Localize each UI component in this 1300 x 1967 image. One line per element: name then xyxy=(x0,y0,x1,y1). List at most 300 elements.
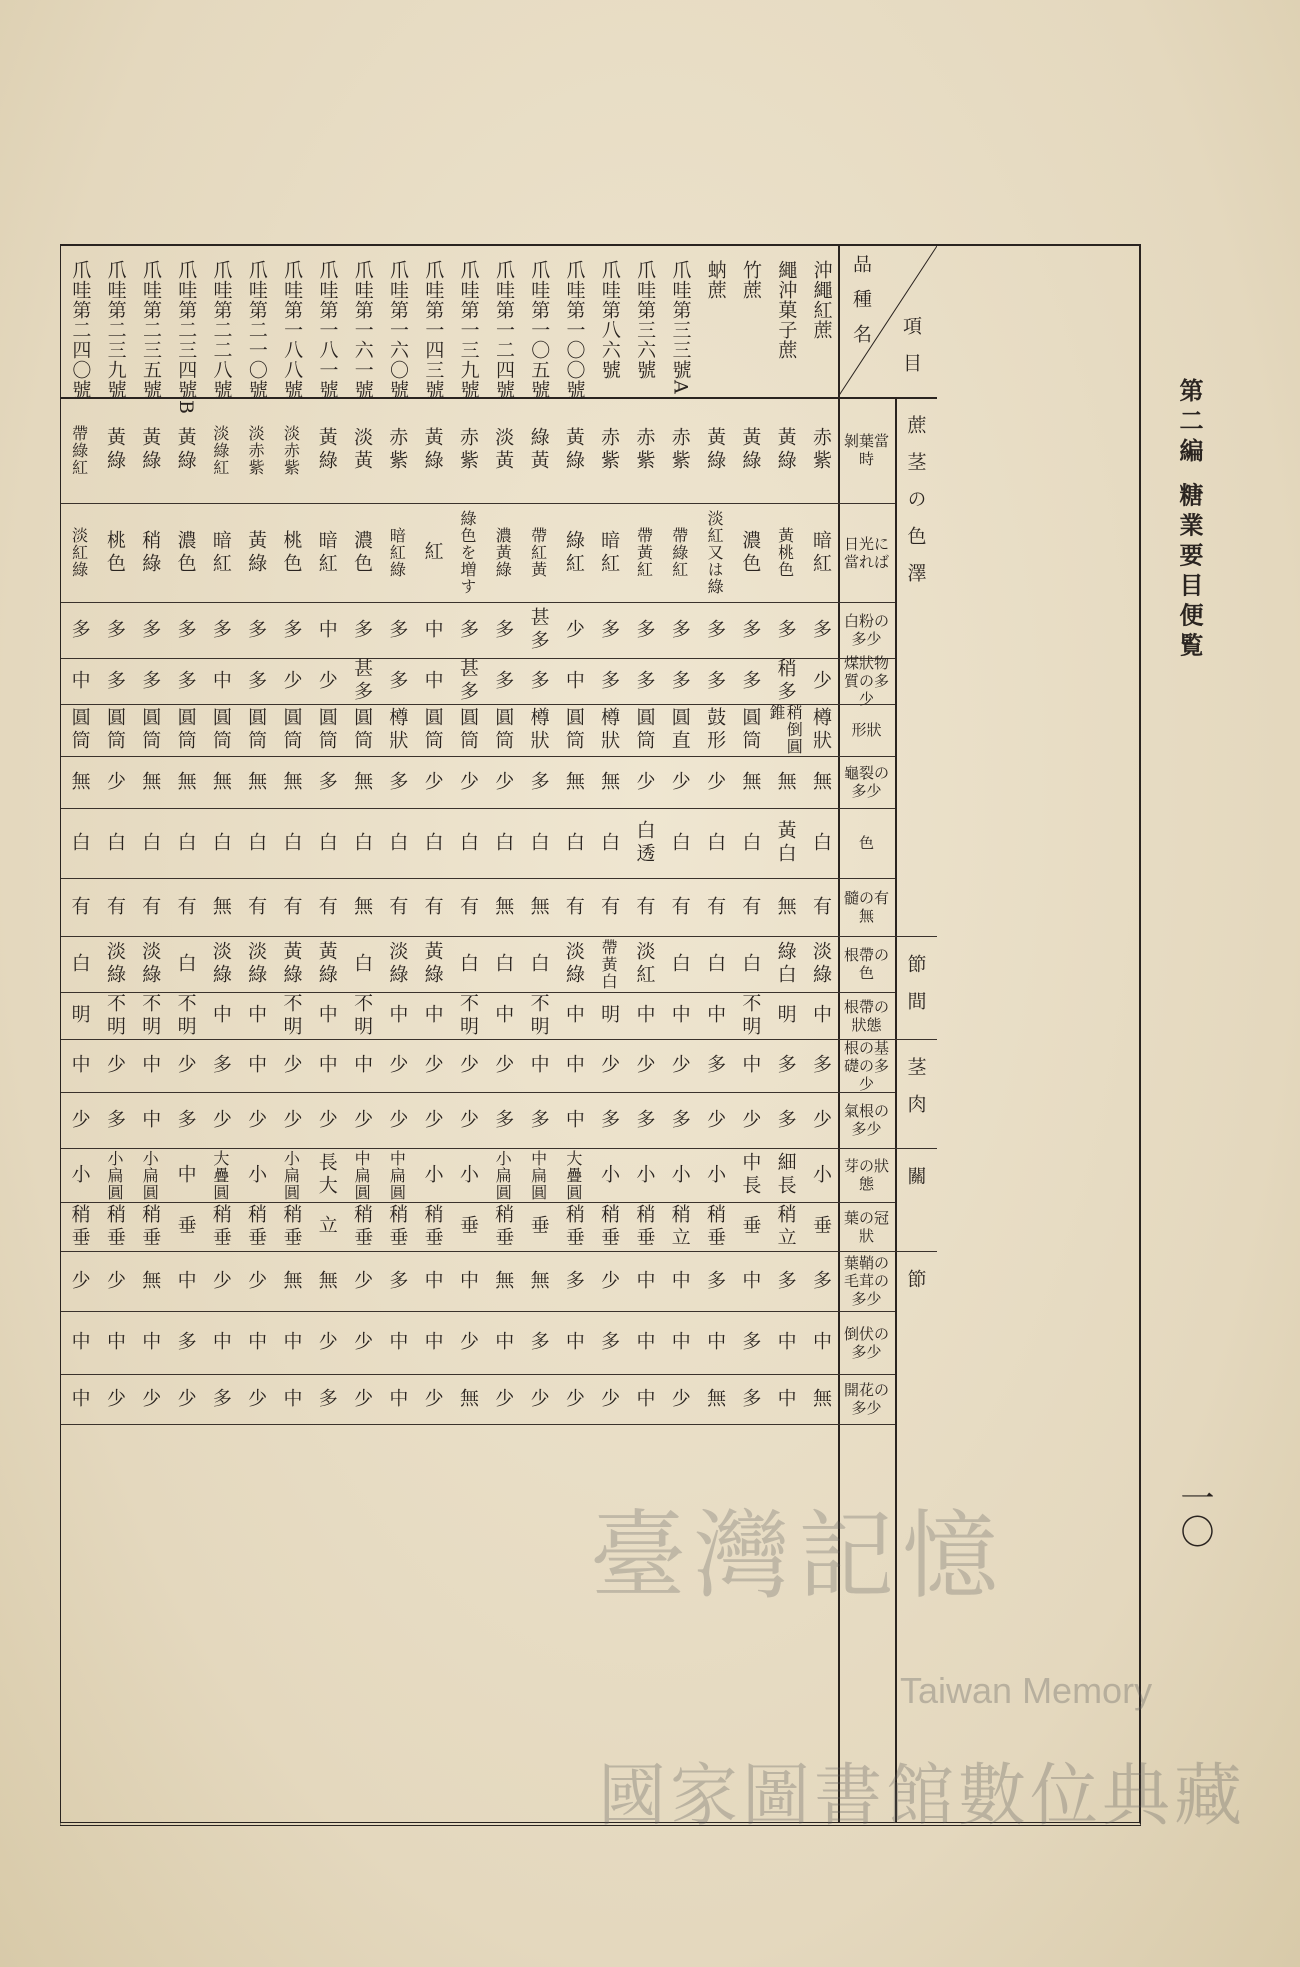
cell-value: 稍垂 xyxy=(421,1203,444,1250)
table-cell xyxy=(520,1311,555,1374)
table-cell xyxy=(803,1148,838,1202)
cell-value: 帶綠紅 xyxy=(669,527,689,578)
cell-value: 白 xyxy=(174,831,197,855)
cell-value: 白 xyxy=(456,831,479,855)
cell-value: 綠白 xyxy=(774,941,797,987)
table-cell xyxy=(520,1092,555,1148)
cell-value: 圓筒 xyxy=(139,707,162,753)
table-cell xyxy=(767,658,802,704)
cell-value: 中 xyxy=(421,1331,444,1354)
attribute-header xyxy=(838,1374,895,1424)
table-cell xyxy=(273,1374,308,1424)
table-cell xyxy=(767,1374,802,1424)
category-label: 節 xyxy=(904,1269,927,1306)
cell-value: 多 xyxy=(809,1269,832,1293)
cell-value: 多 xyxy=(739,1331,762,1354)
table-cell xyxy=(203,704,238,756)
variety-name: 爪哇第二三九號 xyxy=(104,260,127,400)
table-cell xyxy=(697,397,732,503)
table-cell xyxy=(520,1202,555,1251)
variety-name: 爪哇第一八八號 xyxy=(281,260,304,400)
cell-value: 少 xyxy=(456,1331,479,1354)
table-cell xyxy=(732,658,767,704)
table-cell xyxy=(97,878,132,936)
table-cell xyxy=(520,936,555,992)
table-cell xyxy=(662,878,697,936)
table-cell xyxy=(344,1148,379,1202)
cell-value: 白 xyxy=(245,831,268,855)
cell-value: 赤紫 xyxy=(386,427,409,473)
table-cell xyxy=(556,878,591,936)
cell-value: 白透 xyxy=(633,820,656,866)
cell-value: 明 xyxy=(598,1004,621,1027)
cell-value: 少 xyxy=(492,1054,515,1077)
table-cell xyxy=(97,1148,132,1202)
table-cell xyxy=(556,602,591,658)
table-cell xyxy=(203,808,238,878)
cell-value: 多 xyxy=(492,1108,515,1132)
cell-value: 中 xyxy=(668,1269,691,1293)
cell-value: 中 xyxy=(739,1054,762,1077)
attribute-label: 髓の有無 xyxy=(843,889,889,925)
variety-name: 爪哇第二三五號 xyxy=(139,260,162,400)
cell-value: 白 xyxy=(68,831,91,855)
table-cell xyxy=(344,992,379,1039)
table-cell xyxy=(450,992,485,1039)
cell-value: 少 xyxy=(315,1331,338,1354)
cell-value: 多 xyxy=(739,618,762,642)
table-cell xyxy=(61,1148,96,1202)
table-cell xyxy=(238,992,273,1039)
table-cell xyxy=(379,808,414,878)
table-cell xyxy=(803,1202,838,1251)
attribute-label: 根帶の色 xyxy=(843,946,889,982)
table-cell xyxy=(626,1039,661,1092)
cell-value: 暗紅 xyxy=(209,529,232,576)
table-cell xyxy=(450,756,485,808)
table-cell xyxy=(203,1202,238,1251)
cell-value: 中 xyxy=(774,1331,797,1354)
table-cell xyxy=(803,1311,838,1374)
table-cell xyxy=(309,658,344,704)
cell-value: 中 xyxy=(456,1269,479,1293)
table-cell xyxy=(344,1039,379,1092)
cell-value: 中 xyxy=(351,1054,374,1077)
cell-value: 圓筒 xyxy=(209,707,232,753)
cell-value: 中 xyxy=(704,1004,727,1027)
cell-value: 圓筒 xyxy=(492,707,515,753)
cell-value: 少 xyxy=(103,770,126,794)
cell-value: 淡黃 xyxy=(351,427,374,473)
table-cell xyxy=(732,878,767,936)
cell-value: 多 xyxy=(245,669,268,693)
category-label: 節間 xyxy=(904,954,927,1028)
table-cell xyxy=(626,878,661,936)
cell-value: 多 xyxy=(527,669,550,693)
cell-value: 少 xyxy=(139,1387,162,1411)
table-cell xyxy=(344,602,379,658)
table-cell xyxy=(732,808,767,878)
cell-value: 無 xyxy=(492,1269,515,1293)
cell-value: 垂 xyxy=(527,1215,550,1238)
cell-value: 小扁圓 xyxy=(104,1149,124,1201)
cell-value: 中 xyxy=(809,1004,832,1027)
cell-value: 中 xyxy=(386,1331,409,1354)
cell-value: 無 xyxy=(774,770,797,794)
attribute-header xyxy=(838,1148,895,1202)
cell-value: 多 xyxy=(704,669,727,693)
table-cell xyxy=(697,1148,732,1202)
attribute-label: 芽の狀態 xyxy=(843,1157,889,1193)
cell-value: 中 xyxy=(209,1331,232,1354)
cell-value: 白 xyxy=(68,952,91,976)
table-cell xyxy=(309,992,344,1039)
cell-value: 少 xyxy=(668,1054,691,1077)
cell-value: 黃綠 xyxy=(139,427,162,473)
table-cell xyxy=(591,1148,626,1202)
cell-value: 多 xyxy=(209,1054,232,1077)
cell-value: 多 xyxy=(774,1269,797,1293)
table-cell xyxy=(591,397,626,503)
cell-value: 小 xyxy=(68,1163,91,1187)
table-cell xyxy=(767,878,802,936)
table-cell xyxy=(97,503,132,602)
cell-value: 濃色 xyxy=(739,529,762,576)
table-cell xyxy=(414,397,449,503)
table-cell xyxy=(556,704,591,756)
cell-value: 多 xyxy=(739,669,762,693)
table-cell xyxy=(556,1374,591,1424)
table-cell xyxy=(273,1311,308,1374)
cell-value: 中 xyxy=(421,1269,444,1293)
table-cell xyxy=(450,1311,485,1374)
cell-value: 稍立 xyxy=(668,1203,691,1250)
cell-value: 多 xyxy=(774,1054,797,1077)
table-cell xyxy=(309,1202,344,1251)
table-cell xyxy=(167,1251,202,1311)
table-cell xyxy=(414,503,449,602)
cell-value: 暗紅 xyxy=(315,529,338,576)
cell-value: 甚多 xyxy=(351,658,374,704)
table-cell xyxy=(414,1251,449,1311)
attribute-header xyxy=(838,1039,895,1092)
table-cell xyxy=(697,756,732,808)
table-cell xyxy=(803,1374,838,1424)
table-cell xyxy=(238,658,273,704)
table-cell xyxy=(767,397,802,503)
table-cell xyxy=(591,1039,626,1092)
table-cell xyxy=(697,808,732,878)
cell-value: 無 xyxy=(774,895,797,919)
table-cell xyxy=(97,1374,132,1424)
table-cell xyxy=(697,992,732,1039)
table-cell xyxy=(767,503,802,602)
cell-value: 稍垂 xyxy=(598,1203,621,1250)
attribute-header xyxy=(838,397,895,503)
table-cell xyxy=(238,602,273,658)
cell-value: 多 xyxy=(492,618,515,642)
cell-value: 無 xyxy=(315,1269,338,1293)
cell-value: 小 xyxy=(633,1163,656,1187)
table-cell xyxy=(344,1311,379,1374)
cell-value: 小 xyxy=(456,1163,479,1187)
table-cell xyxy=(167,397,202,503)
table-cell xyxy=(414,878,449,936)
cell-value: 白 xyxy=(386,831,409,855)
table-cell xyxy=(803,808,838,878)
cell-value: 有 xyxy=(103,895,126,919)
table-cell xyxy=(626,704,661,756)
cell-value: 有 xyxy=(668,895,691,919)
cell-value: 少 xyxy=(351,1269,374,1293)
table-cell xyxy=(556,1092,591,1148)
table-cell xyxy=(238,878,273,936)
cell-value: 白 xyxy=(739,952,762,976)
table-cell xyxy=(626,1202,661,1251)
cell-value: 少 xyxy=(209,1108,232,1132)
cell-value: 少 xyxy=(633,1054,656,1077)
table-cell xyxy=(556,1311,591,1374)
cell-value: 少 xyxy=(386,1108,409,1132)
table-cell xyxy=(97,808,132,878)
table-cell xyxy=(167,1039,202,1092)
attribute-label: 龜裂の多少 xyxy=(843,764,889,800)
table-cell xyxy=(662,1039,697,1092)
cell-value: 無 xyxy=(704,1387,727,1411)
table-cell xyxy=(344,936,379,992)
table-cell xyxy=(556,1251,591,1311)
table-cell xyxy=(662,1311,697,1374)
table-cell xyxy=(61,1039,96,1092)
cell-value: 長大 xyxy=(315,1152,338,1198)
cell-value: 立 xyxy=(315,1215,338,1238)
cell-value: 少 xyxy=(103,1387,126,1411)
cell-value: 中 xyxy=(492,1331,515,1354)
table-cell xyxy=(61,1311,96,1374)
cell-value: 稍垂 xyxy=(351,1203,374,1250)
table-cell xyxy=(132,1202,167,1251)
table-cell xyxy=(732,602,767,658)
table-cell xyxy=(273,808,308,878)
cell-value: 有 xyxy=(68,895,91,919)
table-cell xyxy=(450,1251,485,1311)
running-title: 第二編 糖業要目便覧 xyxy=(1175,378,1204,663)
table-cell xyxy=(309,397,344,503)
attribute-header xyxy=(838,878,895,936)
table-cell xyxy=(520,1374,555,1424)
table-cell xyxy=(803,1251,838,1311)
table-cell xyxy=(167,503,202,602)
table-cell xyxy=(556,1148,591,1202)
cell-value: 無 xyxy=(598,770,621,794)
table-cell xyxy=(626,503,661,602)
cell-value: 多 xyxy=(456,618,479,642)
table-cell xyxy=(450,602,485,658)
cell-value: 黃綠 xyxy=(174,427,197,473)
cell-value: 小 xyxy=(421,1163,444,1187)
table-cell xyxy=(732,1251,767,1311)
table-cell xyxy=(626,1092,661,1148)
cell-value: 白 xyxy=(809,831,832,855)
variety-name: 竹蔗 xyxy=(740,260,763,300)
cell-value: 稍垂 xyxy=(103,1203,126,1250)
cell-value: 有 xyxy=(315,895,338,919)
table-cell xyxy=(450,704,485,756)
cell-value: 黃綠 xyxy=(562,427,585,473)
table-cell xyxy=(309,756,344,808)
table-cell xyxy=(732,936,767,992)
cell-value: 中 xyxy=(421,669,444,693)
table-cell xyxy=(591,878,626,936)
table-cell xyxy=(344,878,379,936)
cell-value: 淡紅綠 xyxy=(69,527,89,578)
cell-value: 赤紫 xyxy=(668,427,691,473)
table-cell xyxy=(414,602,449,658)
attribute-label: 根の基礎の多少 xyxy=(843,1038,889,1093)
cell-value: 不明 xyxy=(174,992,197,1039)
cell-value: 中 xyxy=(562,1331,585,1354)
cell-value: 圓筒 xyxy=(739,707,762,753)
table-cell xyxy=(732,1092,767,1148)
table-cell xyxy=(379,1092,414,1148)
cell-value: 中 xyxy=(492,1004,515,1027)
table-cell xyxy=(309,936,344,992)
table-cell xyxy=(662,397,697,503)
table-cell xyxy=(626,1374,661,1424)
table-cell xyxy=(379,936,414,992)
cell-value: 少 xyxy=(562,1387,585,1411)
cell-value: 中 xyxy=(68,1331,91,1354)
table-cell xyxy=(767,808,802,878)
cell-value: 不明 xyxy=(103,992,126,1039)
table-cell xyxy=(379,1251,414,1311)
variety-name: 爪哇第一二四號 xyxy=(492,260,515,400)
cell-value: 少 xyxy=(351,1331,374,1354)
table-cell xyxy=(556,1039,591,1092)
table-cell xyxy=(697,658,732,704)
table-cell xyxy=(273,1251,308,1311)
table-cell xyxy=(167,992,202,1039)
table-cell xyxy=(626,1148,661,1202)
table-cell xyxy=(132,1148,167,1202)
table-cell xyxy=(520,1039,555,1092)
table-cell xyxy=(767,1251,802,1311)
table-cell xyxy=(520,808,555,878)
table-cell xyxy=(309,1148,344,1202)
table-cell xyxy=(132,756,167,808)
attribute-header xyxy=(838,602,895,658)
cell-value: 稍多 xyxy=(774,658,797,704)
table-cell xyxy=(414,992,449,1039)
cell-value: 少 xyxy=(598,1387,621,1411)
table-cell xyxy=(309,1251,344,1311)
cell-value: 少 xyxy=(280,1108,303,1132)
table-cell xyxy=(132,658,167,704)
cell-value: 淡綠 xyxy=(245,941,268,987)
cell-value: 少 xyxy=(421,1387,444,1411)
table-cell xyxy=(485,1202,520,1251)
attribute-label: 倒伏の多少 xyxy=(843,1324,889,1361)
cell-value: 少 xyxy=(704,770,727,794)
table-cell xyxy=(803,602,838,658)
cell-value: 小 xyxy=(245,1163,268,1187)
table-cell xyxy=(97,704,132,756)
cell-value: 黃綠 xyxy=(280,941,303,987)
cell-value: 淡黃 xyxy=(492,427,515,473)
table-cell xyxy=(662,756,697,808)
table-cell xyxy=(238,1148,273,1202)
cell-value: 多 xyxy=(209,1387,232,1411)
table-cell xyxy=(97,1039,132,1092)
cell-value: 淡綠 xyxy=(386,941,409,987)
table-cell xyxy=(309,808,344,878)
cell-value: 少 xyxy=(280,1054,303,1077)
cell-value: 中 xyxy=(139,1331,162,1354)
cell-value: 多 xyxy=(174,1108,197,1132)
table-cell xyxy=(662,704,697,756)
cell-value: 黃綠 xyxy=(315,427,338,473)
cell-value: 赤紫 xyxy=(456,427,479,473)
table-cell xyxy=(132,1251,167,1311)
table-cell xyxy=(520,704,555,756)
table-cell xyxy=(767,1311,802,1374)
table-cell xyxy=(203,756,238,808)
table-cell xyxy=(450,1202,485,1251)
cell-value: 黃綠 xyxy=(245,529,268,576)
variety-name: 爪哇第二二八號 xyxy=(210,260,233,400)
attribute-label: 白粉の多少 xyxy=(843,612,889,648)
cell-value: 多 xyxy=(598,1331,621,1354)
cell-value: 綠紅 xyxy=(562,529,585,576)
cell-value: 中 xyxy=(809,1331,832,1354)
table-cell xyxy=(803,878,838,936)
cell-value: 中 xyxy=(633,1387,656,1411)
cell-value: 少 xyxy=(245,1108,268,1132)
table-cell xyxy=(767,1148,802,1202)
table-cell xyxy=(450,658,485,704)
table-cell xyxy=(273,1092,308,1148)
cell-value: 少 xyxy=(315,1108,338,1132)
cell-value: 有 xyxy=(421,895,444,919)
table-cell xyxy=(203,1148,238,1202)
cell-value: 無 xyxy=(456,1387,479,1411)
table-cell xyxy=(61,1251,96,1311)
cell-value: 少 xyxy=(280,669,303,693)
cell-value: 少 xyxy=(421,770,444,794)
cell-value: 少 xyxy=(245,1387,268,1411)
cell-value: 稍垂 xyxy=(704,1203,727,1250)
cell-value: 甚多 xyxy=(456,658,479,704)
table-cell xyxy=(61,808,96,878)
table-cell xyxy=(167,1092,202,1148)
table-cell xyxy=(97,1092,132,1148)
cell-value: 稍垂 xyxy=(209,1203,232,1250)
cell-value: 黃綠 xyxy=(103,427,126,473)
cell-value: 樽狀 xyxy=(386,707,409,753)
cell-value: 白 xyxy=(598,831,621,855)
page-number: 一〇 xyxy=(1174,1480,1214,1548)
table-cell xyxy=(732,1039,767,1092)
cell-value: 少 xyxy=(456,770,479,794)
table-cell xyxy=(767,1092,802,1148)
cell-value: 多 xyxy=(739,1387,762,1411)
table-cell xyxy=(450,878,485,936)
attribute-header xyxy=(838,992,895,1039)
cell-value: 多 xyxy=(315,770,338,794)
cell-value: 多 xyxy=(139,618,162,642)
variety-name: 爪哇第八六號 xyxy=(598,260,621,380)
table-cell xyxy=(203,878,238,936)
